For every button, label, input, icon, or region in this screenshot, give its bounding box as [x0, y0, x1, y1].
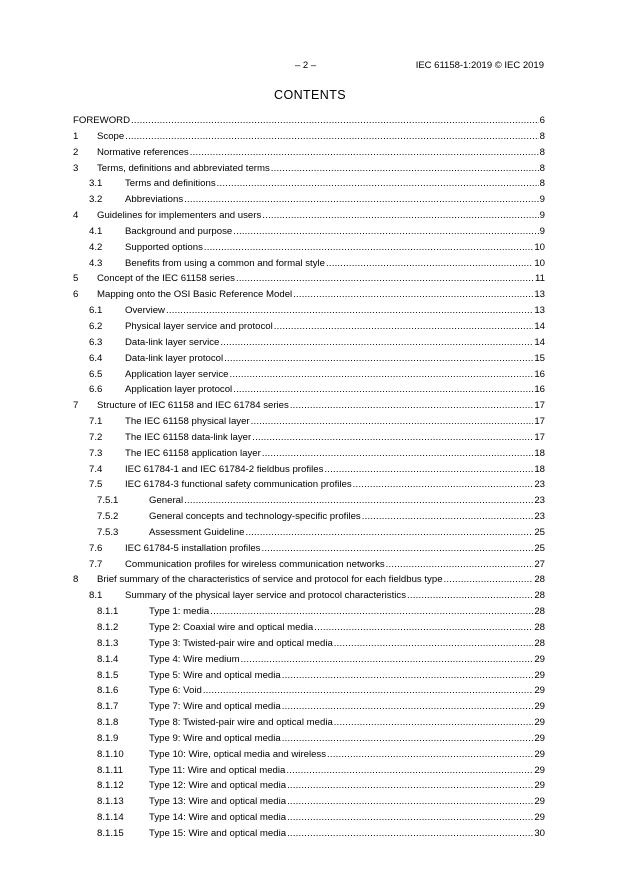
toc-leader-dots: [210, 604, 533, 620]
toc-entry[interactable]: [73, 699, 545, 715]
toc-entry-page: 15: [534, 352, 545, 364]
toc-entry-page: 29: [534, 685, 545, 697]
toc-entry-title: Type 6: Void: [149, 685, 202, 697]
toc-entry-number: 5: [73, 273, 79, 285]
toc-entry-number: 3.1: [89, 178, 103, 190]
toc-entry-title: IEC 61784-5 installation profiles: [125, 542, 261, 554]
toc-entry-title: Background and purpose: [125, 225, 233, 237]
toc-entry-number: 8.1.13: [97, 796, 124, 808]
toc-entry-page: 30: [534, 827, 545, 839]
toc-entry-title: IEC 61784-1 and IEC 61784-2 fieldbus profiles: [125, 463, 324, 475]
toc-entry-number: 7.1: [89, 416, 103, 428]
page-number: – 2 –: [295, 60, 317, 71]
toc-entry-title: IEC 61784-3 functional safety communication profiles: [125, 479, 352, 491]
toc-entry[interactable]: [73, 113, 545, 129]
toc-entry[interactable]: [73, 462, 545, 478]
toc-leader-dots: [290, 398, 534, 414]
toc-entry-title: Summary of the physical layer service and protocol characteristics: [125, 590, 406, 602]
toc-entry-page: 13: [534, 289, 545, 301]
toc-leader-dots: [233, 382, 533, 398]
toc-leader-dots: [444, 572, 534, 588]
toc-entry-page: 28: [534, 590, 545, 602]
toc-entry-page: 13: [534, 305, 545, 317]
toc-entry[interactable]: [73, 398, 545, 414]
toc-entry[interactable]: [73, 224, 545, 240]
toc-entry-number: 7.2: [89, 431, 103, 443]
toc-entry-title: The IEC 61158 application layer: [125, 447, 261, 459]
toc-entry-title: Type 13: Wire and optical media: [149, 796, 287, 808]
toc-entry-title: Terms and definitions: [125, 178, 216, 190]
toc-entry[interactable]: [73, 161, 545, 177]
toc-entry[interactable]: [73, 271, 545, 287]
toc-entry-number: 7.7: [89, 558, 103, 570]
toc-entry[interactable]: [73, 636, 545, 652]
toc-entry[interactable]: [73, 747, 545, 763]
toc-entry-title: The IEC 61158 physical layer: [125, 416, 250, 428]
toc-leader-dots: [274, 319, 534, 335]
toc-entry[interactable]: [73, 319, 545, 335]
toc-entry[interactable]: [73, 351, 545, 367]
toc-entry[interactable]: [73, 192, 545, 208]
toc-entry-title: Type 7: Wire and optical media: [149, 701, 281, 713]
toc-leader-dots: [241, 652, 534, 668]
toc-entry-number: 8.1.15: [97, 827, 124, 839]
toc-entry[interactable]: [73, 763, 545, 779]
toc-leader-dots: [184, 493, 533, 509]
toc-entry-title: FOREWORD: [73, 115, 131, 126]
toc-entry[interactable]: [73, 367, 545, 383]
toc-entry-number: 8.1.1: [97, 606, 119, 618]
toc-entry-page: 14: [534, 320, 545, 332]
toc-entry[interactable]: [73, 240, 545, 256]
toc-entry-number: 7.5.3: [97, 526, 119, 538]
toc-entry-number: 1: [73, 130, 79, 142]
toc-entry[interactable]: [73, 335, 545, 351]
toc-entry[interactable]: [73, 382, 545, 398]
toc-entry-title: Type 12: Wire and optical media: [149, 780, 287, 792]
toc-entry[interactable]: [73, 493, 545, 509]
toc-leader-dots: [217, 176, 539, 192]
toc-entry-page: 29: [534, 701, 545, 713]
toc-entry-number: 6.5: [89, 368, 103, 380]
toc-entry-title: Type 9: Wire and optical media: [149, 732, 281, 744]
toc-entry-page: 17: [534, 416, 545, 428]
toc-leader-dots: [204, 240, 533, 256]
toc-leader-dots: [220, 335, 533, 351]
page-header: [0, 60, 620, 74]
toc-entry-page: 14: [534, 336, 545, 348]
toc-entry[interactable]: [73, 588, 545, 604]
toc-entry-title: Terms, definitions and abbreviated terms: [97, 162, 270, 174]
toc-entry-page: 18: [534, 447, 545, 459]
toc-entry-title: Type 1: media: [149, 606, 210, 618]
toc-leader-dots: [334, 715, 534, 731]
toc-leader-dots: [166, 303, 533, 319]
toc-leader-dots: [224, 351, 533, 367]
toc-entry-page: 28: [534, 622, 545, 633]
toc-entry-title: Data-link layer service: [125, 336, 220, 348]
toc-entry-page: 10: [534, 257, 545, 269]
toc-entry-title: Supported options: [125, 241, 203, 253]
toc-entry-number: 8.1.7: [97, 701, 119, 713]
toc-entry[interactable]: [73, 145, 545, 161]
toc-entry-number: 8.1.2: [97, 622, 119, 633]
toc-entry-page: 17: [534, 431, 545, 443]
toc-entry[interactable]: [73, 731, 545, 747]
toc-entry-title: Physical layer service and protocol: [125, 320, 273, 332]
toc-entry[interactable]: [73, 303, 545, 319]
toc-entry-number: 2: [73, 146, 79, 158]
toc-leader-dots: [282, 699, 534, 715]
toc-entry-title: Concept of the IEC 61158 series: [97, 273, 235, 285]
toc-entry-page: 16: [534, 368, 545, 380]
toc-entry-title: Normative references: [97, 146, 189, 158]
toc-leader-dots: [386, 557, 534, 573]
toc-entry-number: 7.6: [89, 542, 103, 554]
toc-leader-dots: [287, 826, 533, 842]
toc-entry[interactable]: [73, 620, 545, 636]
toc-entry-number: 6.3: [89, 336, 103, 348]
toc-entry-number: 7: [73, 400, 79, 412]
toc-entry-title: Brief summary of the characteristics of service and protocol for each fieldbus type: [97, 574, 443, 586]
toc-entry-page: 29: [534, 796, 545, 808]
toc-leader-dots: [293, 287, 533, 303]
toc-leader-dots: [229, 367, 533, 383]
toc-entry-title: Application layer protocol: [125, 384, 233, 396]
toc-entry-number: 7.5.1: [97, 495, 119, 507]
toc-leader-dots: [203, 683, 534, 699]
toc-leader-dots: [324, 462, 533, 478]
toc-entry-page: 25: [534, 526, 545, 538]
toc-entry-page: 9: [539, 194, 545, 206]
toc-leader-dots: [326, 256, 533, 272]
toc-entry-title: Type 3: Twisted-pair wire and optical media: [149, 637, 333, 649]
toc-entry-page: 8: [539, 146, 545, 158]
toc-entry[interactable]: [73, 509, 545, 525]
toc-entry-number: 4.2: [89, 241, 103, 253]
toc-leader-dots: [184, 192, 539, 208]
toc-entry-title: Assessment Guideline: [149, 526, 245, 538]
toc-entry-number: 6.6: [89, 384, 103, 396]
toc-entry-page: 10: [534, 241, 545, 253]
toc-entry-page: 25: [534, 542, 545, 554]
toc-entry[interactable]: [73, 604, 545, 620]
toc-entry-number: 8.1.14: [97, 812, 124, 824]
toc-entry-page: 29: [534, 748, 545, 760]
toc-entry-title: Mapping onto the OSI Basic Reference Model: [97, 289, 293, 301]
toc-entry[interactable]: [73, 129, 545, 145]
toc-leader-dots: [282, 668, 534, 684]
toc-entry-page: 29: [534, 780, 545, 792]
toc-leader-dots: [125, 129, 538, 145]
toc-entry-title: Type 5: Wire and optical media: [149, 669, 281, 681]
toc-entry[interactable]: [73, 287, 545, 303]
toc-entry-number: 3: [73, 162, 79, 174]
toc-entry-title: Type 14: Wire and optical media: [149, 812, 287, 824]
toc-entry[interactable]: [73, 778, 545, 794]
toc-entry[interactable]: [73, 557, 545, 573]
toc-entry[interactable]: [73, 208, 545, 224]
toc-leader-dots: [251, 414, 534, 430]
toc-leader-dots: [407, 588, 533, 604]
toc-entry[interactable]: [73, 715, 545, 731]
toc-entry-number: 8.1.5: [97, 669, 119, 681]
toc-entry-page: 23: [534, 479, 545, 491]
toc-entry-title: Guidelines for implementers and users: [97, 210, 262, 222]
document-id: IEC 61158-1:2019 © IEC 2019: [415, 60, 544, 71]
toc-leader-dots: [286, 763, 533, 779]
toc-entry-title: Scope: [97, 130, 125, 142]
toc-entry-number: 6.4: [89, 352, 103, 364]
toc-entry-number: 7.5.2: [97, 511, 119, 523]
toc-entry-title: Type 10: Wire, optical media and wireless: [149, 748, 327, 760]
toc-entry-title: Abbreviations: [125, 194, 184, 206]
toc-entry-page: 9: [539, 225, 545, 237]
toc-entry-title: Type 15: Wire and optical media: [149, 827, 287, 839]
page-title: CONTENTS: [274, 88, 346, 102]
toc-entry-title: Type 4: Wire medium: [149, 653, 240, 665]
toc-leader-dots: [314, 620, 533, 636]
toc-entry-page: 11: [535, 273, 545, 285]
toc-entry-page: 23: [534, 511, 545, 523]
toc-entry-title: General: [149, 495, 184, 507]
toc-entry[interactable]: [73, 572, 545, 588]
toc-entry-number: 7.4: [89, 463, 103, 475]
toc-entry-page: 29: [534, 812, 545, 824]
toc-entry-number: 3.2: [89, 194, 103, 206]
toc-leader-dots: [245, 525, 533, 541]
toc-entry-title: Type 2: Coaxial wire and optical media: [149, 622, 314, 633]
toc-entry[interactable]: [73, 525, 545, 541]
toc-entry-page: 17: [534, 400, 545, 412]
toc-entry-title: Overview: [125, 305, 165, 317]
toc-entry-page: 8: [539, 162, 545, 174]
toc-entry-number: 8.1.4: [97, 653, 119, 665]
toc-entry[interactable]: [73, 826, 545, 842]
toc-entry-number: 8.1.11: [97, 764, 123, 776]
toc-leader-dots: [287, 778, 533, 794]
toc-entry-number: 7.5: [89, 479, 103, 491]
table-of-contents: [73, 113, 545, 842]
toc-entry[interactable]: [73, 256, 545, 272]
toc-leader-dots: [261, 541, 533, 557]
toc-entry-page: 18: [534, 463, 545, 475]
toc-entry-title: Structure of IEC 61158 and IEC 61784 series: [97, 400, 289, 412]
toc-entry-page: 9: [539, 210, 545, 222]
toc-entry-title: Communication profiles for wireless communication networks: [125, 558, 385, 570]
toc-leader-dots: [190, 145, 539, 161]
toc-entry-page: 8: [539, 178, 545, 190]
toc-entry[interactable]: [73, 477, 545, 493]
toc-leader-dots: [262, 446, 534, 462]
toc-entry-number: 8.1.12: [97, 780, 124, 792]
toc-entry-number: 6.2: [89, 320, 103, 332]
toc-entry-number: 6.1: [89, 305, 103, 317]
toc-leader-dots: [282, 731, 534, 747]
toc-leader-dots: [334, 636, 534, 652]
toc-entry-number: 8.1.9: [97, 732, 119, 744]
toc-leader-dots: [252, 430, 533, 446]
toc-entry[interactable]: [73, 810, 545, 826]
toc-entry-title: General concepts and technology-specific profiles: [149, 511, 361, 523]
toc-entry-page: 28: [534, 606, 545, 618]
toc-entry-page: 6: [539, 115, 545, 126]
toc-leader-dots: [131, 113, 539, 129]
toc-entry-title: Application layer service: [125, 368, 229, 380]
toc-entry-number: 4.3: [89, 257, 103, 269]
toc-entry-page: 8: [539, 130, 545, 142]
toc-entry-number: 8: [73, 574, 79, 586]
toc-entry[interactable]: [73, 430, 545, 446]
toc-entry-number: 8.1: [89, 590, 103, 602]
toc-entry-page: 29: [534, 717, 545, 729]
toc-leader-dots: [287, 810, 533, 826]
toc-entry[interactable]: [73, 541, 545, 557]
toc-entry-number: 8.1.6: [97, 685, 119, 697]
toc-entry[interactable]: [73, 794, 545, 810]
toc-entry-title: Data-link layer protocol: [125, 352, 224, 364]
toc-entry[interactable]: [73, 176, 545, 192]
toc-entry[interactable]: [73, 652, 545, 668]
toc-entry-page: 29: [534, 653, 545, 665]
toc-entry[interactable]: [73, 683, 545, 699]
toc-leader-dots: [262, 208, 538, 224]
toc-leader-dots: [327, 747, 533, 763]
toc-entry-page: 23: [534, 495, 545, 507]
toc-leader-dots: [271, 161, 539, 177]
toc-entry-number: 7.3: [89, 447, 103, 459]
toc-entry-number: 4.1: [89, 225, 103, 237]
toc-entry-page: 28: [534, 574, 545, 586]
toc-leader-dots: [236, 271, 534, 287]
toc-entry-page: 29: [534, 732, 545, 744]
toc-entry-page: 27: [534, 558, 545, 570]
toc-entry-number: 8.1.10: [97, 748, 124, 760]
toc-leader-dots: [233, 224, 538, 240]
toc-leader-dots: [362, 509, 534, 525]
toc-leader-dots: [353, 477, 534, 493]
toc-leader-dots: [287, 794, 533, 810]
toc-entry-title: Type 8: Twisted-pair wire and optical media: [149, 717, 333, 729]
toc-entry-title: Type 11: Wire and optical media: [149, 764, 286, 776]
toc-entry-number: 8.1.3: [97, 637, 119, 649]
toc-entry-number: 8.1.8: [97, 717, 119, 729]
toc-entry-page: 16: [534, 384, 545, 396]
toc-entry-page: 29: [534, 764, 545, 776]
toc-entry-title: Benefits from using a common and formal style: [125, 257, 325, 269]
toc-entry[interactable]: [73, 668, 545, 684]
toc-entry-page: 28: [534, 637, 545, 649]
toc-entry-number: 6: [73, 289, 79, 301]
toc-entry[interactable]: [73, 414, 545, 430]
toc-entry-title: The IEC 61158 data-link layer: [125, 431, 252, 443]
toc-entry[interactable]: [73, 446, 545, 462]
toc-entry-page: 29: [534, 669, 545, 681]
toc-entry-number: 4: [73, 210, 79, 222]
